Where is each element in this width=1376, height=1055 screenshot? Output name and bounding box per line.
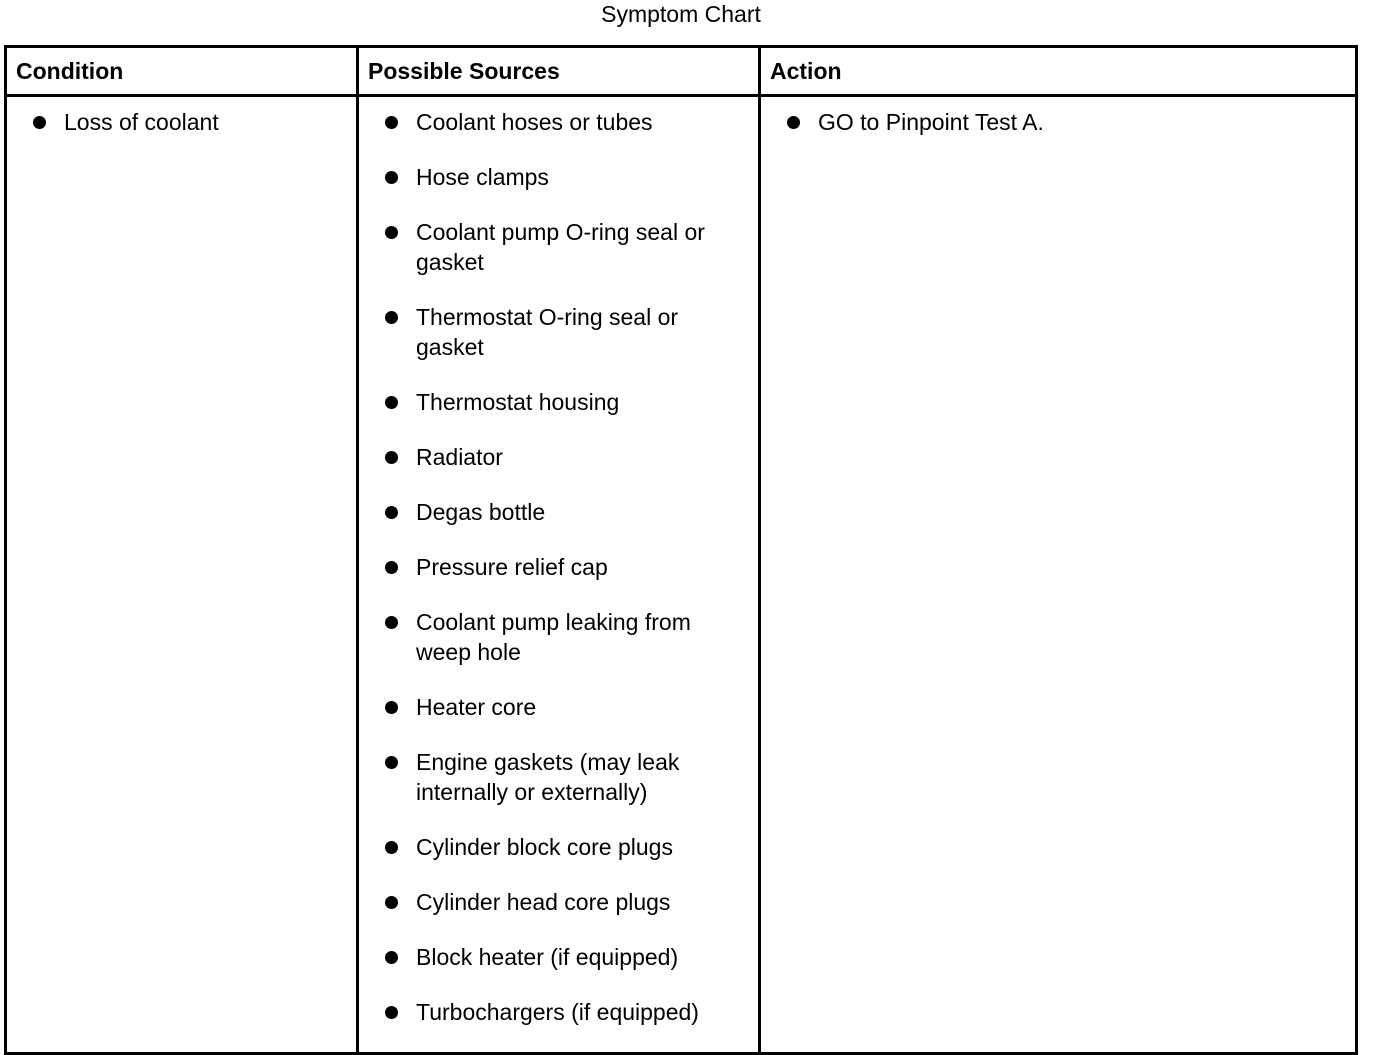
list-item [359,387,758,417]
list-item [359,442,758,472]
list-item [359,107,758,137]
list-item [359,217,758,277]
possible-sources-header: Possible Sources [358,47,760,96]
list-item-text: GO to Pinpoint Test A. [818,109,1044,135]
list-item [359,997,758,1027]
list-item-text: Turbochargers (if equipped) [416,999,699,1025]
list-item-text: Engine gaskets (may leak internally or externally) [416,749,680,805]
list-item-text: Heater core [416,694,537,720]
bullet-icon [385,226,398,239]
condition-list [7,97,356,137]
list-item [359,552,758,582]
bullet-icon [385,451,398,464]
list-item-text: Hose clamps [416,164,549,190]
list-item [761,107,1355,137]
bullet-icon [385,701,398,714]
bullet-icon [385,951,398,964]
bullet-icon [385,311,398,324]
list-item-text: Degas bottle [416,499,546,525]
chart-title: Symptom Chart [601,1,761,27]
list-item [359,887,758,917]
bullet-icon [385,616,398,629]
list-item [359,692,758,722]
table-header-row [6,47,1357,96]
list-item [359,747,758,807]
action-list [761,97,1355,137]
action-cell [760,96,1357,1054]
bullet-icon [787,116,800,129]
list-item-text: Thermostat O-ring seal or gasket [416,304,679,360]
list-item [359,162,758,192]
list-item-text: Cylinder block core plugs [416,834,673,860]
list-item [7,107,356,137]
list-item-text: Coolant pump leaking from weep hole [416,609,691,665]
list-item-text: Coolant pump O-ring seal or gasket [416,219,705,275]
bullet-icon [385,756,398,769]
bullet-icon [385,896,398,909]
possible-sources-list [359,97,758,1027]
possible-sources-cell [358,96,760,1054]
table-row [6,96,1357,1054]
bullet-icon [33,116,46,129]
bullet-icon [385,506,398,519]
bullet-icon [385,561,398,574]
bullet-icon [385,1006,398,1019]
list-item-text: Radiator [416,444,503,470]
list-item [359,607,758,667]
symptom-chart-table [4,45,1358,1055]
list-item-text: Pressure relief cap [416,554,608,580]
condition-header: Condition [6,47,358,96]
list-item-text: Loss of coolant [64,109,219,135]
bullet-icon [385,841,398,854]
bullet-icon [385,396,398,409]
list-item-text: Block heater (if equipped) [416,944,679,970]
list-item [359,942,758,972]
list-item-text: Cylinder head core plugs [416,889,671,915]
list-item-text: Thermostat housing [416,389,620,415]
list-item [359,302,758,362]
bullet-icon [385,171,398,184]
list-item [359,497,758,527]
list-item [359,832,758,862]
list-item-text: Coolant hoses or tubes [416,109,653,135]
bullet-icon [385,116,398,129]
condition-cell [6,96,358,1054]
action-header: Action [760,47,1357,96]
